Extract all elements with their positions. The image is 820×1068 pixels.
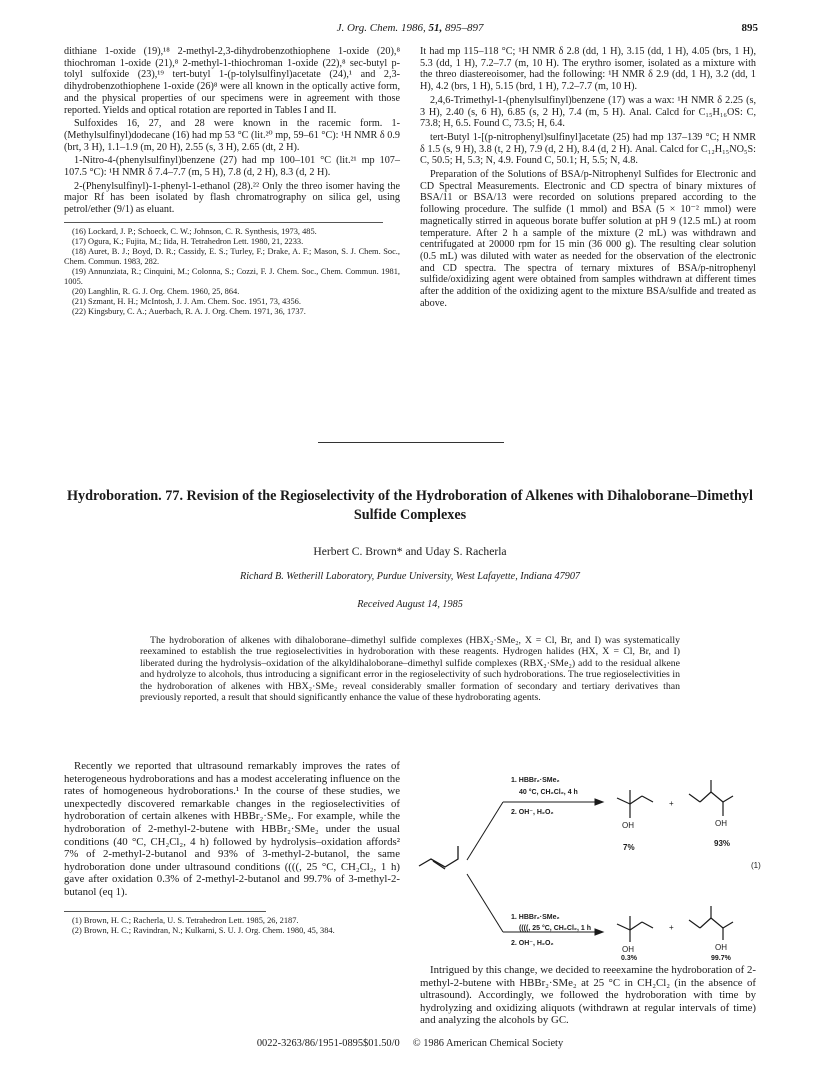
body-left-column <box>64 760 400 936</box>
upper-percent-tertiary: 7% <box>623 843 635 852</box>
upper-reagent-2: 2. OH⁻, H₂O₂ <box>511 809 554 816</box>
journal-year: 1986, <box>400 22 426 34</box>
article-code: 0022-3263/86/1951-0895$01.50/0 <box>256 1038 400 1049</box>
paragraph: Recently we reported that ultrasound remarkably improves the rates of heterogeneous hydroborations and has a modest accelerating influence on the rates of homogeneous hydroborations.¹ In the course of these studies, we unexpectedly discovered remarkable changes in the regioselectivities of hydroboration of certain alkenes with HBBr₂·SMe₂. For example, while the hydroboration of 2-methyl-2-butene with HBBr₂·SMe₂ under the usual conditions (40 °C, CH₂Cl₂, 4 h) followed by hydrolysis–oxidation affords² 7% of 2-methyl-2-butanol and 93% of 3-methyl-2-butanol, the same hydroboration done under ultrasound conditions ((((, 25 °C, CH₂Cl₂, 1 h) gave after oxidation 0.3% of 2-methyl-2-butanol and 99.7% of 3-methyl-2-butanol (eq 1). <box>64 760 400 898</box>
page-number: 895 <box>741 22 758 34</box>
upper-percent-secondary: 93% <box>714 839 731 848</box>
reaction-scheme-drawing <box>415 764 775 960</box>
footnote-divider <box>64 911 266 912</box>
upper-oh-label-2: OH <box>715 819 727 828</box>
footnotes <box>64 227 400 317</box>
upper-plus: + <box>669 799 674 808</box>
paragraph: 2,4,6-Trimethyl-1-(phenylsulfinyl)benzene (17) was a wax: ¹H NMR δ 2.25 (s, 3 H), 2.40 (s, 6 H), 6.85 (s, 2 H), 7.4 (m, 5 H). Anal. Calcd for C₁₅H₁₆OS: C, 73.8; H, 6.5. Found C, 73.5; H, 6.4. <box>420 94 756 130</box>
paragraph: Preparation of the Solutions of BSA/p-Nitrophenyl Sulfides for Electronic and CD Spectral Measurements. Electronic and CD spectra of binary mixtures of BSA/11 or BSA/13 were recorded on solutions prepared according to the following procedure. The sulfide (1 mmol) and BSA (5 × 10⁻² mmol) were magnetically stirred in aqueous borate buffer solution at pH 9 (12.5 mL) at room temperature. After 2 h a sample of the mixture (2 mL) was withdrawn and centrifugated at 20000 rpm for 15 min (36 000 g). The resulting clear solution (0.5 mL) was diluted with water as needed for the observation of the electronic and CD spectra. The spectra of ternary mixtures of BSA/p-nitrophenyl sulfide/oxidizing agent were obtained from samples withdrawn at different times after the addition of the oxidizing agent to the mixture BSA/sulfide and treated as above. <box>420 169 756 309</box>
lower-reagent-2: 2. OH⁻, H₂O₂ <box>511 940 554 947</box>
journal-name: J. Org. Chem. <box>336 22 399 34</box>
lower-oh-label-1: OH <box>622 945 634 954</box>
paragraph: 1-Nitro-4-(phenylsulfinyl)benzene (27) had mp 100–101 °C (lit.²¹ mp 107–107.5 °C): ¹H NMR δ 7.4–7.7 (m, 5 H), 7.8 (d, 2 H), 8.3 (d, 2 H). <box>64 155 400 179</box>
lower-conditions: ((((, 25 °C, CH₂Cl₂, 1 h <box>519 925 592 932</box>
running-head-citation <box>0 22 820 34</box>
article-separator <box>318 442 504 443</box>
lower-percent-tertiary: 0.3% <box>621 955 637 960</box>
reactant-alkene-structure <box>419 846 458 869</box>
received-date: Received August 14, 1985 <box>357 599 463 610</box>
paragraph: Intrigued by this change, we decided to reeexamine the hydroboration of 2-methyl-2-butene with HBBr₂·SMe₂ at 25 °C in CH₂Cl₂ (in the absence of ultrasound). Accordingly, we followed the hydroboration with time by hydrolyzing and oxidizing aliquots (withdrawn at regular intervals of time) and analyzing the alcohols by GC. <box>420 964 756 1027</box>
equation-number: (1) <box>751 861 761 870</box>
footnote-divider <box>64 222 383 223</box>
article-authors: Herbert C. Brown* and Uday S. Racherla <box>313 545 507 558</box>
article-affiliation: Richard B. Wetherill Laboratory, Purdue University, West Lafayette, Indiana 47907 <box>239 571 581 582</box>
footnote: (2) Brown, H. C.; Ravindran, N.; Kulkarni, S. U. J. Org. Chem. 1980, 45, 384. <box>72 925 335 935</box>
lower-percent-secondary: 99.7% <box>711 955 731 960</box>
footnote: (20) Langhlin, R. G. J. Org. Chem. 1960, 25, 864. <box>72 286 240 296</box>
lower-tertiary-alcohol-structure <box>617 916 653 942</box>
upper-conditions: 40 °C, CH₂Cl₂, 4 h <box>519 789 578 796</box>
left-top-column <box>64 46 400 317</box>
footnote: (17) Ogura, K.; Fujita, M.; Iida, H. Tetrahedron Lett. 1980, 21, 2233. <box>72 236 304 246</box>
paragraph: Sulfoxides 16, 27, and 28 were known in the racemic form. 1-(Methylsulfinyl)dodecane (16) had mp 53 °C (lit.²⁰ mp, 59–61 °C): ¹H NMR δ 0.9 (brt, 3 H), 1.1–1.9 (m, 20 H), 2.55 (s, 3 H), 2.65 (dt, 2 H). <box>64 118 400 153</box>
footnotes <box>64 916 400 936</box>
journal-pages: 895–897 <box>444 22 484 34</box>
upper-reagent-1: 1. HBBr₂·SMe₂ <box>511 777 560 784</box>
running-head <box>0 22 820 38</box>
lower-secondary-alcohol-structure <box>689 906 733 940</box>
paragraph: tert-Butyl 1-[(p-nitrophenyl)sulfinyl]acetate (25) had mp 137–139 °C; H NMR δ 1.5 (s, 9 H), 3.8 (t, 2 H), 7.9 (d, 2 H), 8.4 (d, 2 H). Anal. Calcd for C₁₂H₁₅NO₅S: C, 50.5; H, 5.3; N, 4.9. Found C, 50.1; H, 5.5; N, 4.8. <box>420 131 756 167</box>
upper-oh-label-1: OH <box>622 821 634 830</box>
reaction-scheme <box>415 764 775 960</box>
footnote: (22) Kingsbury, C. A.; Auerbach, R. A. J. Org. Chem. 1971, 36, 1737. <box>72 306 306 316</box>
footnote: (21) Szmant, H. H.; McIntosh, J. J. Am. Chem. Soc. 1951, 73, 4356. <box>72 296 301 306</box>
right-top-column <box>420 46 756 311</box>
footnote: (18) Auret, B. J.; Boyd, D. R.; Cassidy, E. S.; Turley, F.; Drake, A. F.; Mason, S. J. Chem. Soc., Chem. Commun. 1983, 282. <box>64 246 400 266</box>
upper-secondary-alcohol-structure <box>689 780 733 816</box>
paragraph: dithiane 1-oxide (19),¹⁸ 2-methyl-2,3-dihydrobenzothiophene 1-oxide (20),⁸ thiochroman 1-oxide (21),⁸ 2-methyl-1-thiochroman 1-oxide (22),⁸ sec-butyl p-tolyl sulfoxide (23),¹⁹ tert-butyl 1-(p-tolylsulfinyl)acetate (24),¹ and 2,3-dihydrobenzothiophene 1-oxide (26)⁸ were all known in the optically active form, and the physical properties of our specimens were in agreement with those reported. Yields and optical rotation are reported in Tables I and II. <box>64 46 400 116</box>
page-footer <box>0 1038 820 1049</box>
copyright-notice: © 1986 American Chemical Society <box>412 1038 564 1049</box>
lower-oh-label-2: OH <box>715 943 727 952</box>
footnote: (19) Annunziata, R.; Cinquini, M.; Colonna, S.; Cozzi, F. J. Chem. Soc., Chem. Commun. 1981, 1005. <box>64 266 400 286</box>
body-right-column <box>420 964 756 1029</box>
abstract: The hydroboration of alkenes with dihaloborane–dimethyl sulfide complexes (HBX₂·SMe₂, X = Cl, Br, and I) was systematically reexamined to establish the true regioselectivities in hydroboration with these reagents. Hydrogen halides (HX, X = Cl, Br, and I) liberated during the hydrolysis–oxidation of the alkyldihaloborane–dimethyl sulfide complexes (RBX₂·SMe₂) add to the residual alkene and hydrolyze to alcohols, thus introducing a significant error in the regioselectivity of such hydroborations. The true regioselectivities in the hydroboration of alkenes with HBX₂·SMe₂ reveal considerably smaller formation of secondary and tertiary derivatives than previously reported, a result that should significantly enhance the value of these hydroborating agents. <box>140 635 680 704</box>
footnote: (1) Brown, H. C.; Racherla, U. S. Tetrahedron Lett. 1985, 26, 2187. <box>72 915 299 925</box>
lower-reagent-1: 1. HBBr₂·SMe₂ <box>511 914 560 921</box>
lower-plus: + <box>669 923 674 932</box>
upper-tertiary-alcohol-structure <box>617 790 653 818</box>
article-title: Hydroboration. 77. Revision of the Regioselectivity of the Hydroboration of Alkenes with Dihaloborane–Dimethyl Sulfide Complexes <box>67 488 753 523</box>
journal-volume: 51, <box>428 22 443 34</box>
footnote: (16) Lockard, J. P.; Schoeck, C. W.; Johnson, C. R. Synthesis, 1973, 485. <box>72 226 317 236</box>
paragraph: It had mp 115–118 °C; ¹H NMR δ 2.8 (dd, 1 H), 3.15 (dd, 1 H), 4.05 (brs, 1 H), 5.3 (dd, 1 H), 7.2–7.7 (m, 10 H). The erythro isomer, isolated as a mixture with the threo diastereoisomer, had the following: ¹H NMR δ 2.9 (dd, 1 H), 3.2 (dd, 1 H), 4.2 (brs, 1 H), 5.15 (brd, 1 H), 7.2–7.7 (m, 10 H). <box>420 46 756 93</box>
paragraph: 2-(Phenylsulfinyl)-1-phenyl-1-ethanol (28).²² Only the threo isomer having the major Rf has been isolated by flash chromatrography on silica gel, using petrol/ether (9/1) as eluant. <box>64 180 400 216</box>
